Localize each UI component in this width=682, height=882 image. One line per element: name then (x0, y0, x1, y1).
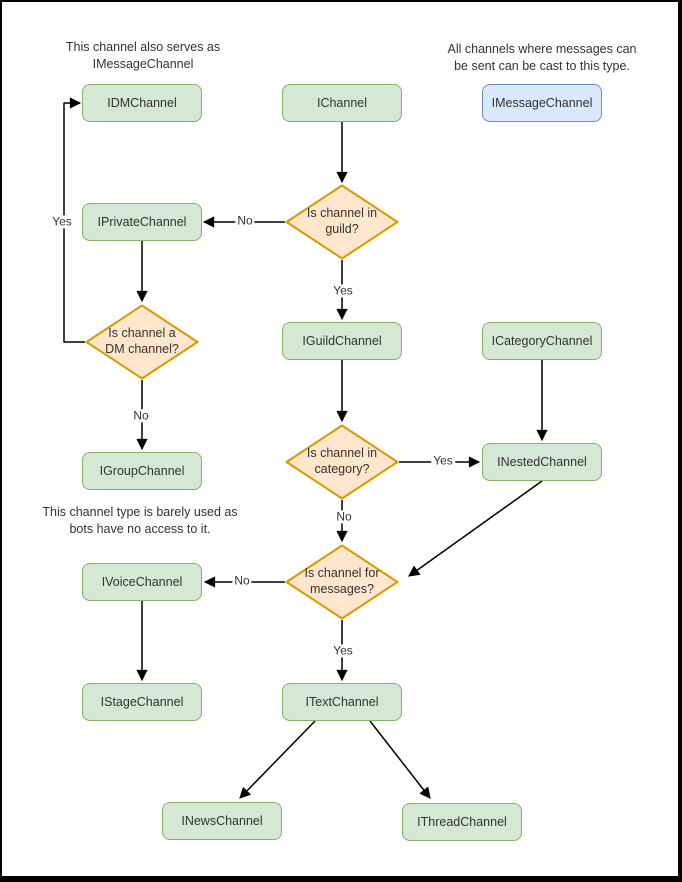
edge-label-guild-yes: Yes (333, 283, 353, 298)
decision-is-channel-in-guild (285, 184, 399, 260)
edge-label-messages-no: No (234, 573, 250, 588)
node-label: INestedChannel (497, 455, 587, 469)
node-icategorychannel (482, 322, 602, 360)
node-label: ITextChannel (305, 695, 379, 709)
node-label: IGroupChannel (99, 464, 185, 478)
node-istagechannel (82, 683, 202, 721)
node-label: INewsChannel (181, 814, 263, 828)
annotation-dm-note (43, 39, 243, 73)
node-inewschannel (162, 802, 282, 840)
edge-label-category-yes: Yes (433, 453, 453, 468)
node-ivoicechannel (82, 563, 202, 601)
annotation-line: bots have no access to it. (69, 521, 211, 536)
edge-label-guild-no: No (237, 213, 253, 228)
edge-label-messages-yes: Yes (333, 643, 353, 658)
annotation-line: be sent can be cast to this type. (454, 58, 630, 73)
node-label: IGuildChannel (302, 334, 382, 348)
edge-inestedchannel-to-messages-decision (409, 481, 542, 576)
node-itextchannel (282, 683, 402, 721)
annotation-message-note (442, 41, 642, 75)
decision-label: Is channel in category? (306, 446, 378, 476)
edge-label-dm-no: No (133, 408, 149, 423)
node-label: IMessageChannel (491, 96, 593, 110)
edge-label-dm-yes: Yes (52, 214, 72, 229)
annotation-line: All channels where messages can (447, 42, 637, 56)
decision-is-channel-in-category (285, 424, 399, 500)
node-label: IVoiceChannel (101, 575, 183, 589)
node-imessagechannel (482, 84, 602, 122)
annotation-line: This channel type is barely used as (42, 505, 238, 519)
node-ichannel (282, 84, 402, 122)
decision-label: Is channel for messages? (304, 566, 380, 596)
decision-label: Is channel in guild? (306, 206, 378, 236)
annotation-group-note (34, 504, 246, 538)
node-label: IDMChannel (107, 96, 177, 110)
decision-is-channel-a-dm (85, 304, 199, 380)
node-label: IPrivateChannel (97, 215, 187, 229)
edge-label-category-no: No (336, 509, 352, 524)
node-label: IChannel (316, 96, 368, 110)
node-label: IStageChannel (100, 695, 184, 709)
decision-is-channel-for-messages (285, 544, 399, 620)
edge-itextchannel-to-inewschannel (240, 721, 315, 798)
annotation-line: IMessageChannel (92, 56, 194, 71)
node-igroupchannel (82, 452, 202, 490)
node-iguildchannel (282, 322, 402, 360)
annotation-line: This channel also serves as (65, 40, 221, 54)
edge-itextchannel-to-ithreadchannel (370, 721, 430, 798)
node-label: IThreadChannel (417, 815, 507, 829)
node-ithreadchannel (402, 803, 522, 841)
node-label: ICategoryChannel (491, 334, 593, 348)
node-iprivatechannel (82, 203, 202, 241)
node-idmchannel (82, 84, 202, 122)
node-inestedchannel (482, 443, 602, 481)
decision-label: Is channel a DM channel? (105, 326, 179, 356)
